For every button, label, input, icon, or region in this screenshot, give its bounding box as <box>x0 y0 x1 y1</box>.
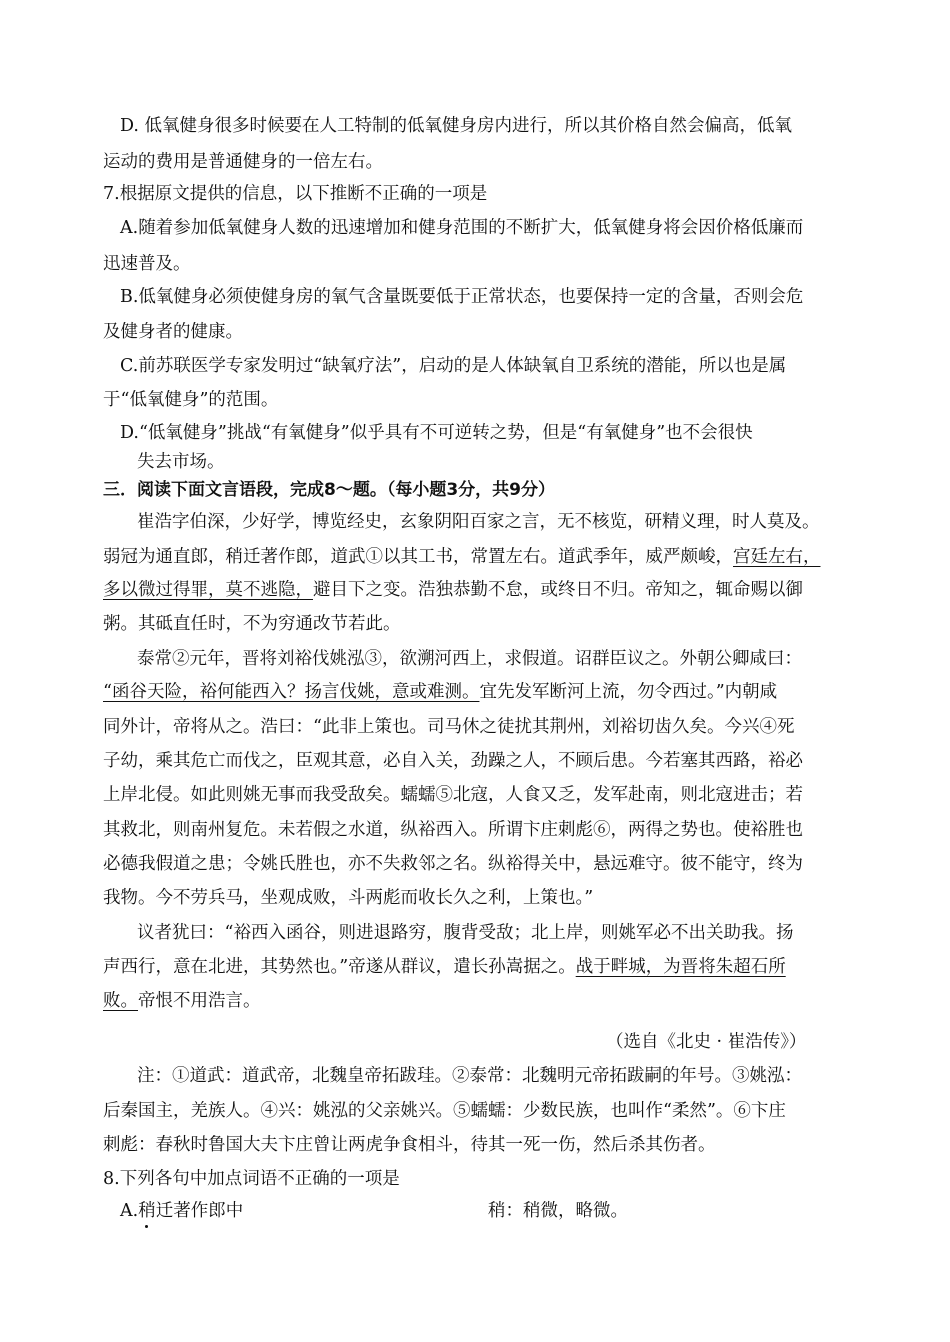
question-7-option-b-line-2: 及健身者的健康。 <box>103 322 243 342</box>
passage-p3-line-3: 败。帝恨不用浩言。 <box>103 991 261 1011</box>
passage-p3-line-2: 声西行，意在北进，其势然也。”帝遂从群议，遣长孙嵩据之。战于畔城，为晋将朱超石所 <box>103 957 786 977</box>
question-8-option-a-gloss: 稍：稍微，略微。 <box>488 1201 628 1221</box>
passage-p1-line-2: 弱冠为通直郎，稍迁著作郎，道武①以其工书，常置左右。道武季年，威严颇峻，宫廷左右， <box>103 547 821 567</box>
underlined-phrase: 宫廷左右， <box>733 547 821 567</box>
passage-source: （选自《北史 · 崔浩传》） <box>606 1032 807 1052</box>
underlined-phrase: 战于畔城，为晋将朱超石所 <box>575 957 786 977</box>
underlined-phrase: 败。 <box>103 991 138 1011</box>
passage-p2-line-4: 子幼，乘其危亡而伐之，臣观其意，必自入关，劲躁之人，不顾后患。今若塞其西路，裕必 <box>103 751 803 771</box>
question-7-option-d-line-2: 失去市场。 <box>137 452 225 472</box>
section-3-heading: 三．阅读下面文言语段，完成8～题。（每小题3分，共9分） <box>103 480 555 500</box>
passage-p2-line-5: 上岸北侵。如此则姚无事而我受敌矣。蠕蠕⑤北寇，人食又乏，发军赴南，则北寇进击；若 <box>103 785 803 805</box>
passage-p2-line-2: “函谷天险，裕何能西入？扬言伐姚，意或难测。宜先发军断河上流，勿令西过。”内朝咸 <box>103 682 778 702</box>
passage-p2-line-1: 泰常②元年，晋将刘裕伐姚泓③，欲溯河西上，求假道。诏群臣议之。外朝公卿咸曰： <box>137 649 802 669</box>
question-7-option-c-line-2: 于“低氧健身”的范围。 <box>103 390 279 410</box>
question-8-option-a: A.稍迁著作郎中 <box>120 1201 244 1221</box>
question-7-stem: 7.根据原文提供的信息，以下推断不正确的一项是 <box>103 184 488 204</box>
passage-p1-line-1: 崔浩字伯深，少好学，博览经史，玄象阴阳百家之言，无不核览，研精义理，时人莫及。 <box>137 512 820 532</box>
underlined-phrase: 多以微过得罪，莫不逃隐， <box>103 580 313 600</box>
underlined-phrase: “函谷天险，裕何能西入？扬言伐姚，意或难测。 <box>103 682 480 702</box>
question-7-option-d-line-1: D.“低氧健身”挑战“有氧健身”似乎具有不可逆转之势，但是“有氧健身”也不会很快 <box>120 423 753 443</box>
question-7-option-a-line-1: A.随着参加低氧健身人数的迅速增加和健身范围的不断扩大，低氧健身将会因价格低廉而 <box>120 218 804 238</box>
question-7-option-b-line-1: B.低氧健身必须使健身房的氧气含量既要低于正常状态，也要保持一定的含量，否则会危 <box>120 287 804 307</box>
passage-p2-line-7: 必德我假道之患；令姚氏胜也，亦不失救邻之名。纵裕得关中，悬远难守。彼不能守，终为 <box>103 854 803 874</box>
question-7-option-a-line-2: 迅速普及。 <box>103 254 191 274</box>
passage-p1-line-4: 粥。其砥直任时，不为穷通改节若此。 <box>103 614 401 634</box>
notes-line-3: 刺彪：春秋时鲁国大夫卞庄曾让两虎争食相斗，待其一死一伤，然后杀其伤者。 <box>103 1135 716 1155</box>
option-6d-line-2: 运动的费用是普通健身的一倍左右。 <box>103 152 383 172</box>
dotted-word: 稍 <box>138 1201 156 1221</box>
passage-p3-line-1: 议者犹曰：“裕西入函谷，则进退路穷，腹背受敌；北上岸，则姚军必不出关助我。扬 <box>137 923 794 943</box>
option-6d-line-1: D. 低氧健身很多时候要在人工特制的低氧健身房内进行，所以其价格自然会偏高，低氧 <box>120 116 793 136</box>
notes-line-1: 注：①道武：道武帝，北魏皇帝拓跋珪。②泰常：北魏明元帝拓跋嗣的年号。③姚泓： <box>137 1066 802 1086</box>
notes-line-2: 后秦国主，羌族人。④兴：姚泓的父亲姚兴。⑤蠕蠕：少数民族，也叫作“柔然”。⑥卞庄 <box>103 1101 786 1121</box>
passage-p2-line-3: 同外计，帝将从之。浩曰：“此非上策也。司马休之徒扰其荆州，刘裕切齿久矣。今兴④死 <box>103 717 795 737</box>
question-8-stem: 8.下列各句中加点词语不正确的一项是 <box>103 1169 400 1189</box>
passage-p1-line-3: 多以微过得罪，莫不逃隐，避目下之变。浩独恭勤不怠，或终日不归。帝知之，辄命赐以御 <box>103 580 803 600</box>
question-7-option-c-line-1: C.前苏联医学专家发明过“缺氧疗法”，启动的是人体缺氧自卫系统的潜能，所以也是属 <box>120 356 787 376</box>
passage-p2-line-6: 其救北，则南州复危。未若假之水道，纵裕西入。所谓卞庄刺彪⑥，两得之势也。使裕胜也 <box>103 820 803 840</box>
passage-p2-line-8: 我物。今不劳兵马，坐观成败，斗两彪而收长久之利，上策也。” <box>103 888 594 908</box>
